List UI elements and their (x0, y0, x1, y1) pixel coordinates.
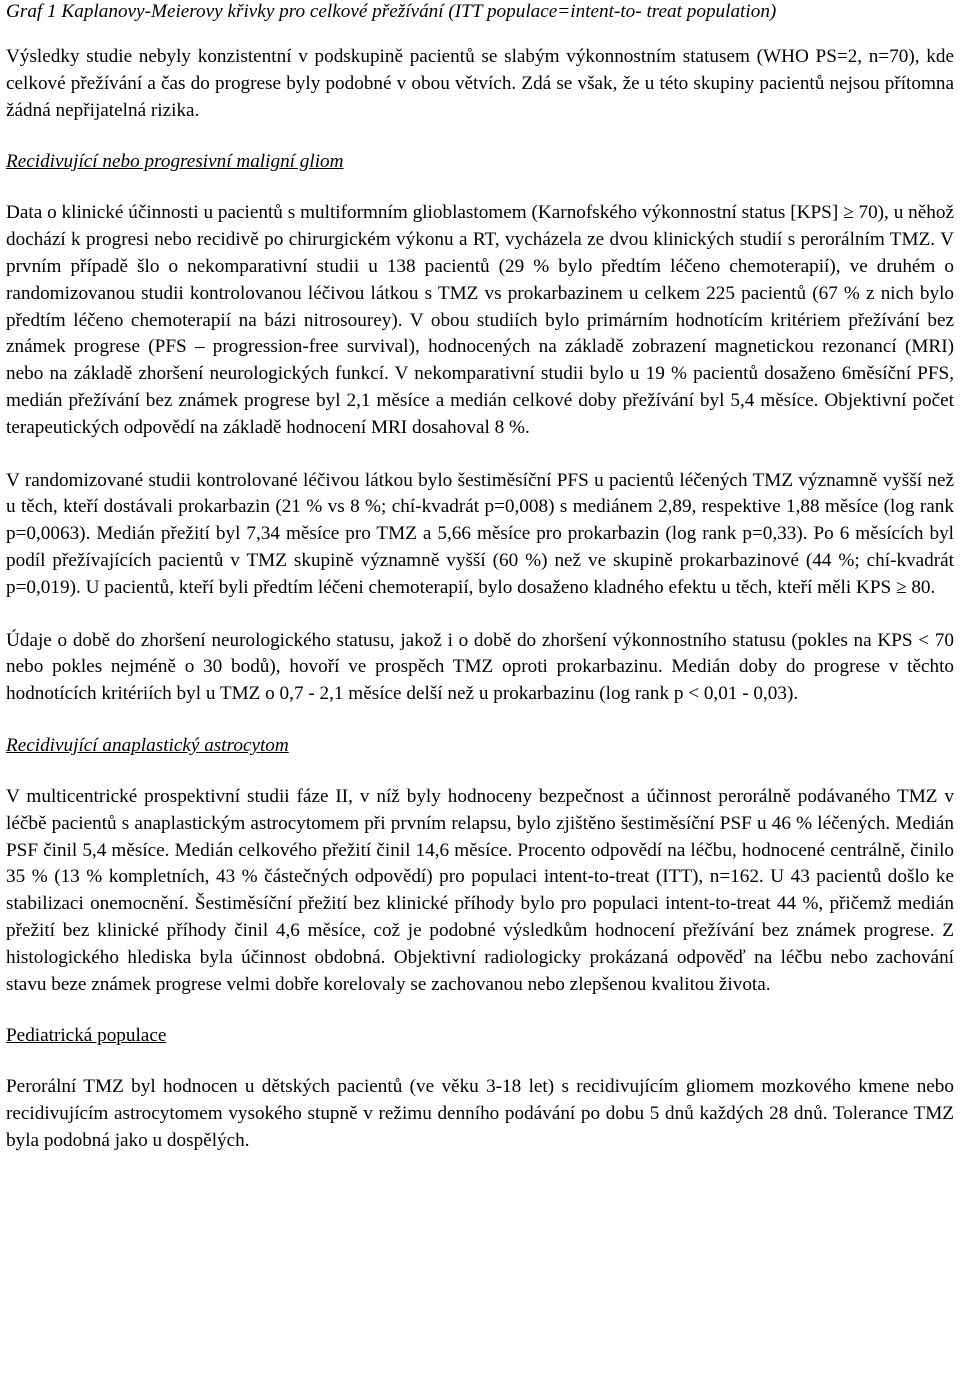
who-ps-paragraph: Výsledky studie nebyly konzistentní v podskupině pacientů se slabým výkonnostním statusem (WHO PS=2, n=70), kde celkové přežívání a čas do progrese byly podobné v obou větvích. Zdá se však, že u této skupiny pacientů nejsou přítomna žádná nepřijatelná rizika. (6, 46, 954, 121)
astrocytoma-heading: Recidivující anaplastický astrocytom (6, 734, 289, 756)
figure-caption: Graf 1 Kaplanovy-Meierovy křivky pro celkové přežívání (ITT populace=intent-to- treat population) (6, 1, 777, 22)
astrocytoma-paragraph: V multicentrické prospektivní studii fáze II, v níž byly hodnoceny bezpečnost a účinnost perorálně podávaného TMZ v léčbě pacientů s anaplastickým astrocytomem při prvním relapsu, bylo zjištěno šestiměsíční PSF u 46 % léčených. Medián PSF činil 5,4 měsíce. Medián celkového přežití činil 14,6 měsíce. Procento odpovědí na léčbu, hodnocené centrálně, činilo 35 % (13 % kompletních, 43 % částečných odpovědí) pro populaci intent-to-treat (ITT), n=162. U 43 pacientů došlo ke stabilizaci onemocnění. Šestiměsíční přežití bez klinické příhody bylo pro populaci intent-to-treat 44 %, přičemž medián přežití bez klinické příhody činil 4,6 měsíce, což je podobné výsledkům hodnocení přežívání bez známek progrese. Z histologického hlediska byla účinnost obdobná. Objektivní radiologicky prokázaná odpověď na léčbu nebo zachování stavu beze známek progrese velmi dobře korelovaly se zachovanou nebo zlepšenou kvalitou života. (6, 785, 954, 995)
pediatric-heading: Pediatrická populace (6, 1025, 167, 1047)
glioma-paragraph-2: V randomizované studii kontrolované léčivou látkou bylo šestiměsíční PFS u pacientů léčených TMZ významně vyšší než u těch, kteří dostávali prokarbazin (21 % vs 8 %; chí-kvadrát p=0,008) s mediánem 2,89, respektive 1,88 měsíce (log rank p=0,0063). Medián přežití byl 7,34 měsíce pro TMZ a 5,66 měsíce pro prokarbazin (log rank p=0,33). Po 6 měsících byl podíl přežívajících pacientů v TMZ skupině významně vyšší (60 %) než ve skupině prokarbazinové (44 %; chí-kvadrát p=0,019). U pacientů, kteří byli předtím léčeni chemoterapií, bylo dosaženo kladného efektu u těch, kteří měli KPS ≥ 80. (6, 469, 954, 598)
glioma-heading: Recidivující nebo progresivní maligní gliom (6, 151, 344, 173)
glioma-paragraph-1: Data o klinické účinnosti u pacientů s multiformním glioblastomem (Karnofského výkonnostní status [KPS] ≥ 70), u něhož dochází k progresi nebo recidivě po chirurgickém výkonu a RT, vycházela ze dvou klinických studií s perorálním TMZ. V prvním případě šlo o nekomparativní studii u 138 pacientů (29 % bylo předtím léčeno chemoterapií), ve druhém o randomizovanou studii kontrolovanou léčivou látkou s TMZ vs prokarbazinem u celkem 225 pacientů (67 % z nich bylo předtím léčeno chemoterapií na bázi nitrosourey). V obou studiích bylo primárním hodnotícím kritériem přežívání bez známek progrese (PFS – progression-free survival), hodnocených na základě zobrazení magnetickou rezonancí (MRI) nebo na základě zhoršení neurologických funkcí. V nekomparativní studii bylo u 19 % pacientů dosaženo 6měsíční PFS, medián přežívání bez známek progrese byl 2,1 měsíce a medián celkové doby přežívání byl 5,4 měsíce. Objektivní počet terapeutických odpovědí na základě hodnocení MRI dosahoval 8 %. (6, 202, 954, 438)
glioma-paragraph-3: Údaje o době do zhoršení neurologického statusu, jakož i o době do zhoršení výkonnostního statusu (pokles na KPS < 70 nebo pokles nejméně o 30 bodů), hovoří ve prospěch TMZ oproti prokarbazinu. Medián doby do progrese v těchto hodnotících kritériích byl u TMZ o 0,7 - 2,1 měsíce delší než u prokarbazinu (log rank p < 0,01 - 0,03). (6, 629, 954, 705)
pediatric-paragraph: Perorální TMZ byl hodnocen u dětských pacientů (ve věku 3-18 let) s recidivujícím gliomem mozkového kmene nebo recidivujícím astrocytomem vysokého stupně v režimu denního podávání po dobu 5 dnů každých 28 dnů. Tolerance TMZ byla podobná jako u dospělých. (6, 1076, 954, 1151)
